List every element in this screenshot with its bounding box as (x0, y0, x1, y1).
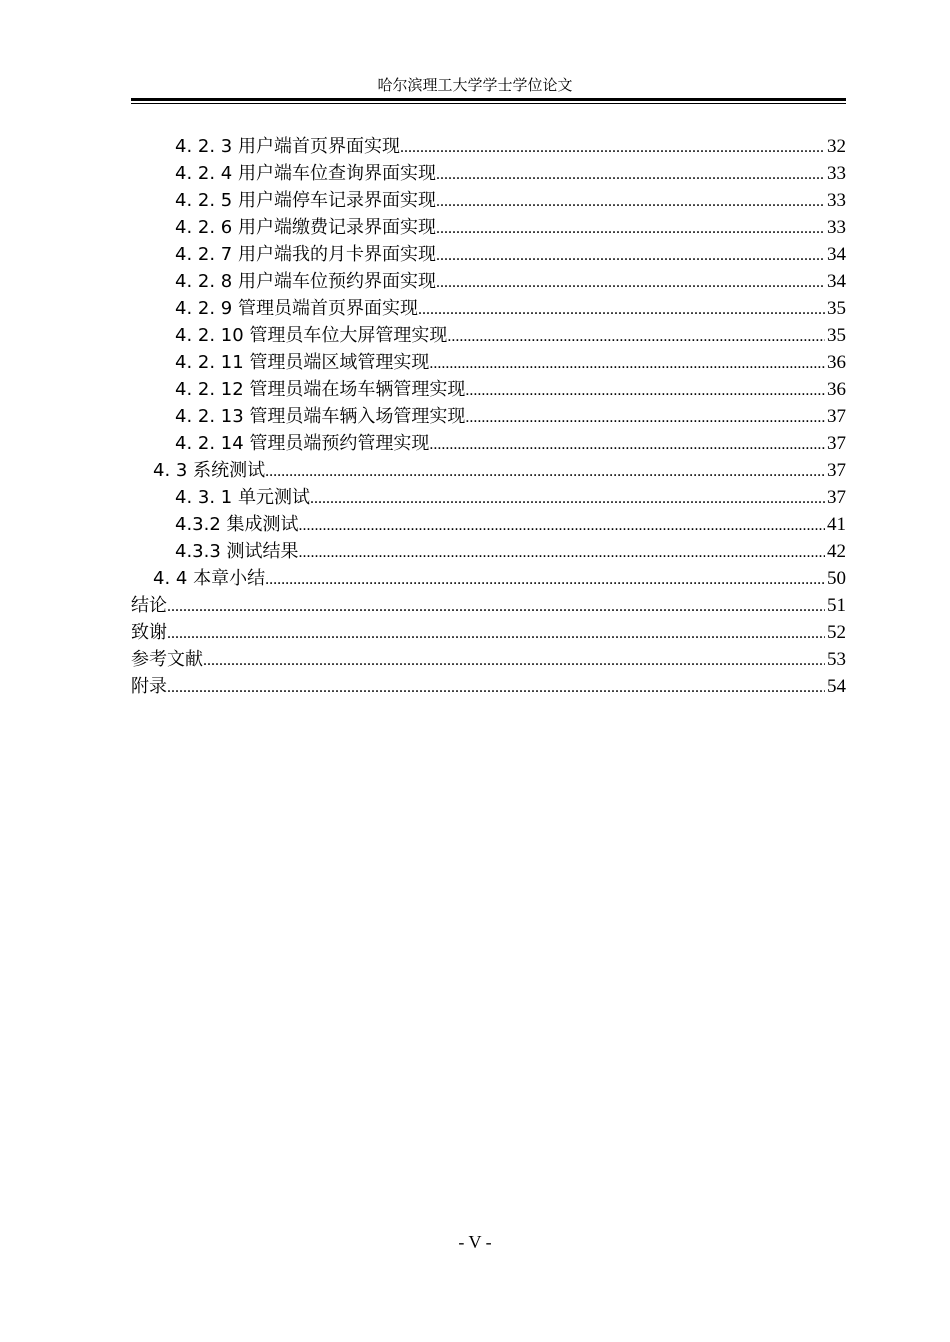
toc-entry[interactable] (131, 295, 846, 322)
toc-dot-leader (167, 620, 825, 647)
toc-entry[interactable] (131, 457, 846, 484)
toc-entry-label: 结论 (131, 595, 167, 616)
toc-entry-label: 附录 (131, 676, 167, 697)
toc-entry-page-number: 37 (827, 433, 846, 454)
toc-entry[interactable] (131, 268, 846, 295)
toc-entry-page-number: 33 (827, 217, 846, 238)
toc-entry[interactable] (131, 160, 846, 187)
table-of-contents (131, 133, 846, 700)
toc-entry[interactable] (131, 322, 846, 349)
running-header-title: 哈尔滨理工大学学士学位论文 (377, 76, 573, 94)
toc-dot-leader (436, 215, 825, 242)
toc-entry-label: 致谢 (131, 622, 167, 643)
toc-entry-label: 4. 3 系统测试 (153, 460, 266, 481)
header-rule-thin (131, 103, 846, 104)
toc-entry-page-number: 51 (827, 595, 846, 616)
toc-entry[interactable] (131, 241, 846, 268)
toc-entry[interactable] (131, 538, 846, 565)
toc-entry[interactable] (131, 376, 846, 403)
toc-entry[interactable] (131, 592, 846, 619)
toc-entry-page-number: 34 (827, 244, 846, 265)
toc-entry[interactable] (131, 484, 846, 511)
toc-entry-page-number: 36 (827, 379, 846, 400)
toc-entry[interactable] (131, 619, 846, 646)
toc-entry-label: 4. 2. 10 管理员车位大屏管理实现 (175, 325, 448, 346)
toc-dot-leader (429, 350, 825, 377)
toc-entry-page-number: 33 (827, 190, 846, 211)
toc-entry[interactable] (131, 403, 846, 430)
toc-dot-leader (429, 431, 825, 458)
toc-entry[interactable] (131, 430, 846, 457)
toc-entry-page-number: 36 (827, 352, 846, 373)
toc-entry[interactable] (131, 673, 846, 700)
page-number: - V - (458, 1232, 492, 1252)
toc-entry-page-number: 53 (827, 649, 846, 670)
toc-entry-page-number: 35 (827, 298, 846, 319)
toc-dot-leader (299, 512, 825, 539)
toc-entry-label: 4. 2. 8 用户端车位预约界面实现 (175, 271, 436, 292)
toc-entry-page-number: 52 (827, 622, 846, 643)
toc-entry-label: 4. 2. 5 用户端停车记录界面实现 (175, 190, 436, 211)
toc-entry-label: 4. 3. 1 单元测试 (175, 487, 310, 508)
toc-dot-leader (265, 566, 825, 593)
toc-entry[interactable] (131, 133, 846, 160)
toc-entry-label: 4. 2. 3 用户端首页界面实现 (175, 136, 400, 157)
toc-dot-leader (436, 269, 825, 296)
toc-entry-page-number: 37 (827, 487, 846, 508)
toc-dot-leader (436, 242, 825, 269)
toc-entry[interactable] (131, 511, 846, 538)
toc-dot-leader (436, 188, 825, 215)
toc-entry[interactable] (131, 646, 846, 673)
toc-dot-leader (299, 539, 825, 566)
toc-entry-label: 4. 2. 13 管理员端车辆入场管理实现 (175, 406, 466, 427)
toc-entry[interactable] (131, 349, 846, 376)
toc-dot-leader (167, 593, 825, 620)
toc-entry-label: 参考文献 (131, 649, 203, 670)
toc-entry-label: 4. 2. 14 管理员端预约管理实现 (175, 433, 430, 454)
toc-dot-leader (310, 485, 825, 512)
toc-entry-page-number: 34 (827, 271, 846, 292)
toc-dot-leader (265, 458, 825, 485)
toc-entry-page-number: 32 (827, 136, 846, 157)
toc-entry-label: 4.3.3 测试结果 (175, 541, 299, 562)
toc-entry[interactable] (131, 187, 846, 214)
toc-entry[interactable] (131, 565, 846, 592)
toc-entry-page-number: 41 (827, 514, 846, 535)
toc-entry-page-number: 37 (827, 406, 846, 427)
toc-entry-label: 4. 2. 7 用户端我的月卡界面实现 (175, 244, 436, 265)
toc-dot-leader (447, 323, 825, 350)
toc-entry[interactable] (131, 214, 846, 241)
toc-entry-label: 4. 2. 9 管理员端首页界面实现 (175, 298, 418, 319)
toc-dot-leader (400, 134, 825, 161)
toc-entry-label: 4. 2. 6 用户端缴费记录界面实现 (175, 217, 436, 238)
toc-entry-page-number: 54 (827, 676, 846, 697)
toc-entry-label: 4.3.2 集成测试 (175, 514, 299, 535)
toc-entry-label: 4. 2. 12 管理员端在场车辆管理实现 (175, 379, 466, 400)
toc-entry-page-number: 33 (827, 163, 846, 184)
toc-entry-page-number: 50 (827, 568, 846, 589)
toc-entry-page-number: 35 (827, 325, 846, 346)
toc-dot-leader (436, 161, 825, 188)
toc-entry-label: 4. 2. 11 管理员端区域管理实现 (175, 352, 430, 373)
toc-dot-leader (167, 674, 825, 701)
toc-entry-label: 4. 2. 4 用户端车位查询界面实现 (175, 163, 436, 184)
toc-entry-page-number: 37 (827, 460, 846, 481)
toc-dot-leader (203, 647, 825, 674)
toc-entry-page-number: 42 (827, 541, 846, 562)
toc-dot-leader (465, 404, 825, 431)
toc-entry-label: 4. 4 本章小结 (153, 568, 266, 589)
header-rule-thick (131, 98, 846, 101)
toc-dot-leader (418, 296, 825, 323)
toc-dot-leader (465, 377, 825, 404)
